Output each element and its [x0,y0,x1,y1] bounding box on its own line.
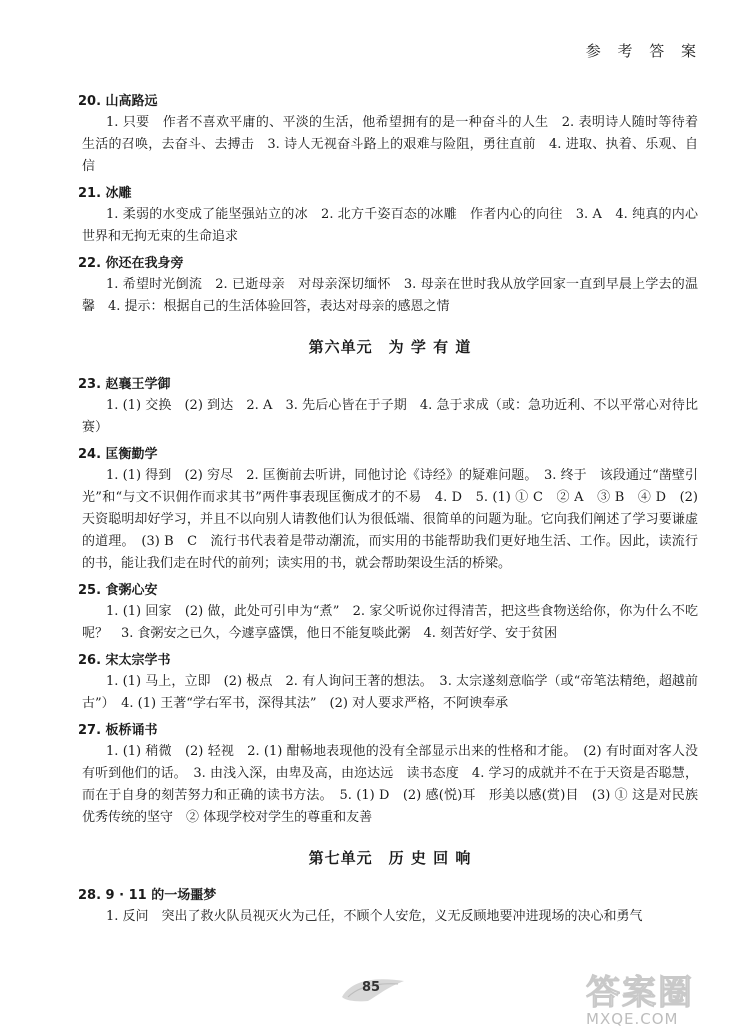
entry-title: 24. 匡衡勤学 [78,447,158,462]
answer-entry-25 [78,581,698,645]
answer-entry-20 [78,92,698,178]
entry-title: 22. 你还在我身旁 [78,256,184,271]
entry-title: 23. 赵襄王学御 [78,377,171,392]
entry-title: 20. 山高路远 [78,94,158,109]
answer-entry-22 [78,254,698,318]
entry-title: 21. 冰雕 [78,186,132,201]
entry-title: 26. 宋太宗学书 [78,653,171,668]
answer-entry-26 [78,651,698,715]
entry-text: 1. 反问 突出了救火队员视灭火为己任，不顾个人安危，义无反顾地要冲进现场的决心和勇气 [106,909,643,924]
running-header: 参 考 答 案 [585,42,702,60]
entry-text: 1. 柔弱的水变成了能坚强站立的冰 2. 北方千姿百态的冰雕 作者内心的向往 3. A 4. 纯真的内心世界和无拘无束的生命追求 [82,207,698,244]
entry-text: 1. (1) 交换 (2) 到达 2. A 3. 先后心皆在于子期 4. 急于求成（或：急功近利、不以平常心对待比赛） [82,398,698,435]
answer-entry-27 [78,721,698,829]
entry-title: 25. 食粥心安 [78,583,158,598]
watermark-logo [586,965,736,1027]
page-number: 85 [362,980,381,995]
unit-heading-6: 第六单元 为 学 有 道 [308,338,472,356]
entry-text: 1. (1) 稍微 (2) 轻视 2. (1) 酣畅地表现他的没有全部显示出来的性格和才能。 (2) 有时面对客人没有听到他们的话。 3. 由浅入深，由卑及高，由迩达远 读书态度 4. 学习的成就并不在于天资是否聪慧，而在于自身的刻苦努力和正确的读书方法。 5. (1) D (2) 感(悦)耳 形美以感(赏)目 (3) ① 这是对民族优秀传统的坚守 ② 体现学校对学生的尊重和友善 [82,744,698,825]
entry-title: 28. 9 · 11 的一场噩梦 [78,888,217,903]
watermark-url: MXQE.COM [586,1010,679,1028]
unit-heading-7: 第七单元 历 史 回 响 [308,849,472,867]
answer-entry-23 [78,375,698,439]
watermark-text: 答案圈 [586,973,694,1013]
entry-text: 1. (1) 马上，立即 (2) 极点 2. 有人询问王著的想法。 3. 太宗遂刻意临学（或“帝笔法精绝，超越前古”） 4. (1) 王著“学右军书，深得其法” (2) 对人要求严格，不阿谀奉承 [82,674,698,711]
entry-title: 27. 板桥诵书 [78,723,158,738]
entry-text: 1. (1) 回家 (2) 做，此处可引申为“煮” 2. 家父听说你过得清苦，把这些食物送给你，你为什么不吃呢？ 3. 食粥安之已久，今遽享盛馔，他日不能复啖此粥 4. 刻苦好学、安于贫困 [82,604,698,641]
answer-entry-28 [78,886,698,928]
answer-entry-21 [78,184,698,248]
answer-content [78,92,699,934]
answer-entry-24 [78,445,699,575]
entry-text: 1. (1) 得到 (2) 穷尽 2. 匡衡前去听讲，同他讨论《诗经》的疑难问题。 3. 终于 该段通过“凿壁引光”和“与文不识佣作而求其书”两件事表现匡衡成才的不易 4. D 5. (1) ① C ② A ③ B ④ D (2) 天资聪明却好学习，并且不以向别人请教他们认为很低端、很简单的问题为耻。它向我们阐述了学习要谦虚的道理。 (3) B C 流行书代表着是带动潮流，而实用的书能帮助我们更好地生活、工作。因此，读流行的书，能让我们走在时代的前列；读实用的书，就会帮助架设生活的桥梁。 [82,468,699,571]
entry-text: 1. 希望时光倒流 2. 已逝母亲 对母亲深切缅怀 3. 母亲在世时我从放学回家一直到早晨上学去的温馨 4. 提示：根据自己的生活体验回答，表达对母亲的感恩之情 [82,277,698,314]
entry-text: 1. 只要 作者不喜欢平庸的、平淡的生活，他希望拥有的是一种奋斗的人生 2. 表明诗人随时等待着生活的召唤，去奋斗、去搏击 3. 诗人无视奋斗路上的艰难与险阻，勇往直前 4. 进取、执着、乐观、自信 [82,115,698,174]
